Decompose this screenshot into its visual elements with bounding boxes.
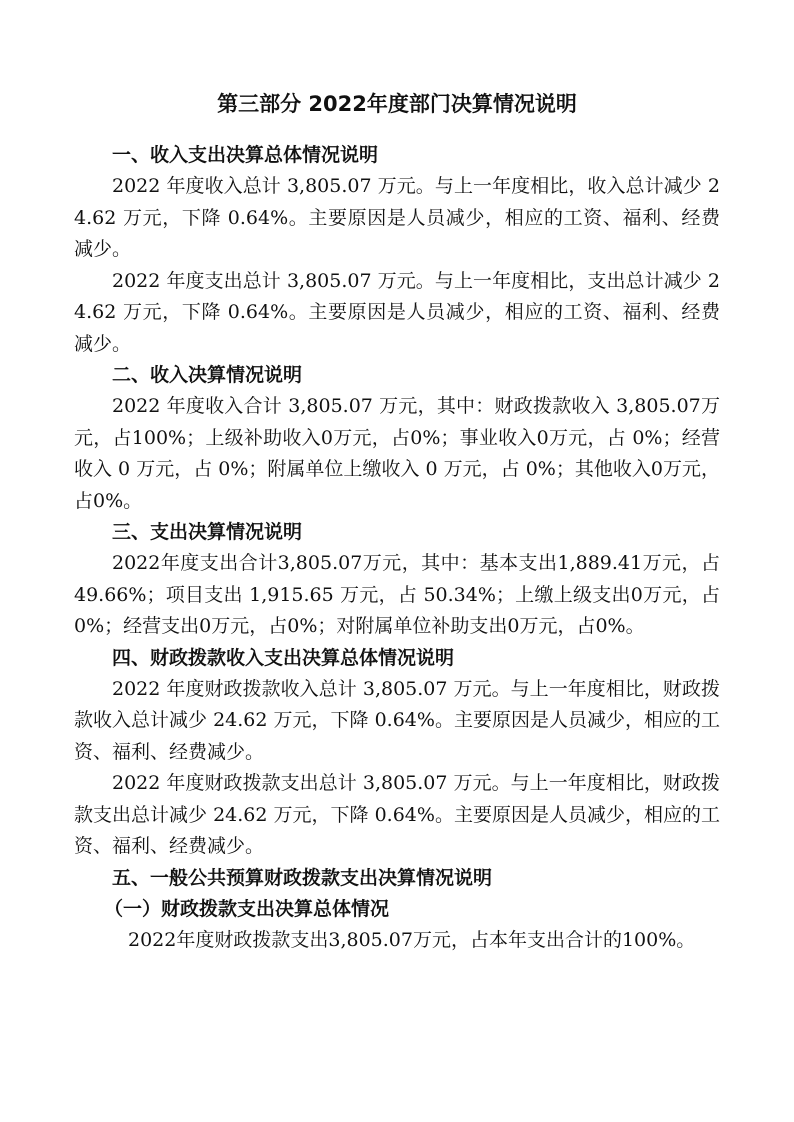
paragraph: 2022年度财政拨款支出3,805.07万元，占本年支出合计的100%。: [128, 928, 696, 951]
section-general-budget: [74, 863, 720, 957]
paragraph: 2022 年度财政拨款支出总计 3,805.07 万元。与上一年度相比，财政拨款支出总计减少 24.62 万元，下降 0.64%。主要原因是人员减少，相应的工资、福利、经费减少。: [74, 772, 720, 857]
subsection-heading: （一）财政拨款支出决算总体情况: [104, 897, 390, 920]
paragraph: 2022年度支出合计3,805.07万元，其中：基本支出1,889.41万元，占 49.66%；项目支出 1,915.65 万元，占 50.34%；上缴上级支出0万元，占0%；经营支出0万元，占0%；对附属单位补助支出0万元，占0%。: [74, 552, 720, 637]
paragraph: 2022 年度支出总计 3,805.07 万元。与上一年度相比，支出总计减少 24.62 万元，下降 0.64%。主要原因是人员减少，相应的工资、福利、经费减少。: [74, 269, 720, 355]
section-overview: [74, 140, 720, 360]
paragraph: 2022 年度收入合计 3,805.07 万元，其中：财政拨款收入 3,805.07万元，占100%；上级补助收入0万元，占0%；事业收入0万元，占 0%；经营收入 0 万元，占 0%；附属单位上缴收入 0 万元，占 0%；其他收入0万元，占0%。: [74, 395, 720, 512]
section-heading: 五、一般公共预算财政拨款支出决算情况说明: [112, 866, 493, 889]
paragraph: 2022 年度收入总计 3,805.07 万元。与上一年度相比，收入总计减少 24.62 万元，下降 0.64%。主要原因是人员减少，相应的工资、福利、经费减少。: [74, 175, 720, 260]
section-heading: 二、收入决算情况说明: [112, 364, 303, 386]
section-heading: 一、收入支出决算总体情况说明: [112, 144, 379, 166]
section-fiscal-appropriation: [74, 643, 720, 863]
section-heading: 四、财政拨款收入支出决算总体情况说明: [112, 646, 455, 669]
paragraph: 2022 年度财政拨款收入总计 3,805.07 万元。与上一年度相比，财政拨款收入总计减少 24.62 万元，下降 0.64%。主要原因是人员减少，相应的工资、福利、经费减少。: [74, 677, 720, 763]
section-expenditure: [74, 517, 720, 643]
section-heading: 三、支出决算情况说明: [112, 521, 303, 543]
section-income: [74, 360, 720, 517]
document-title: 第三部分 2022年度部门决算情况说明: [217, 92, 577, 116]
